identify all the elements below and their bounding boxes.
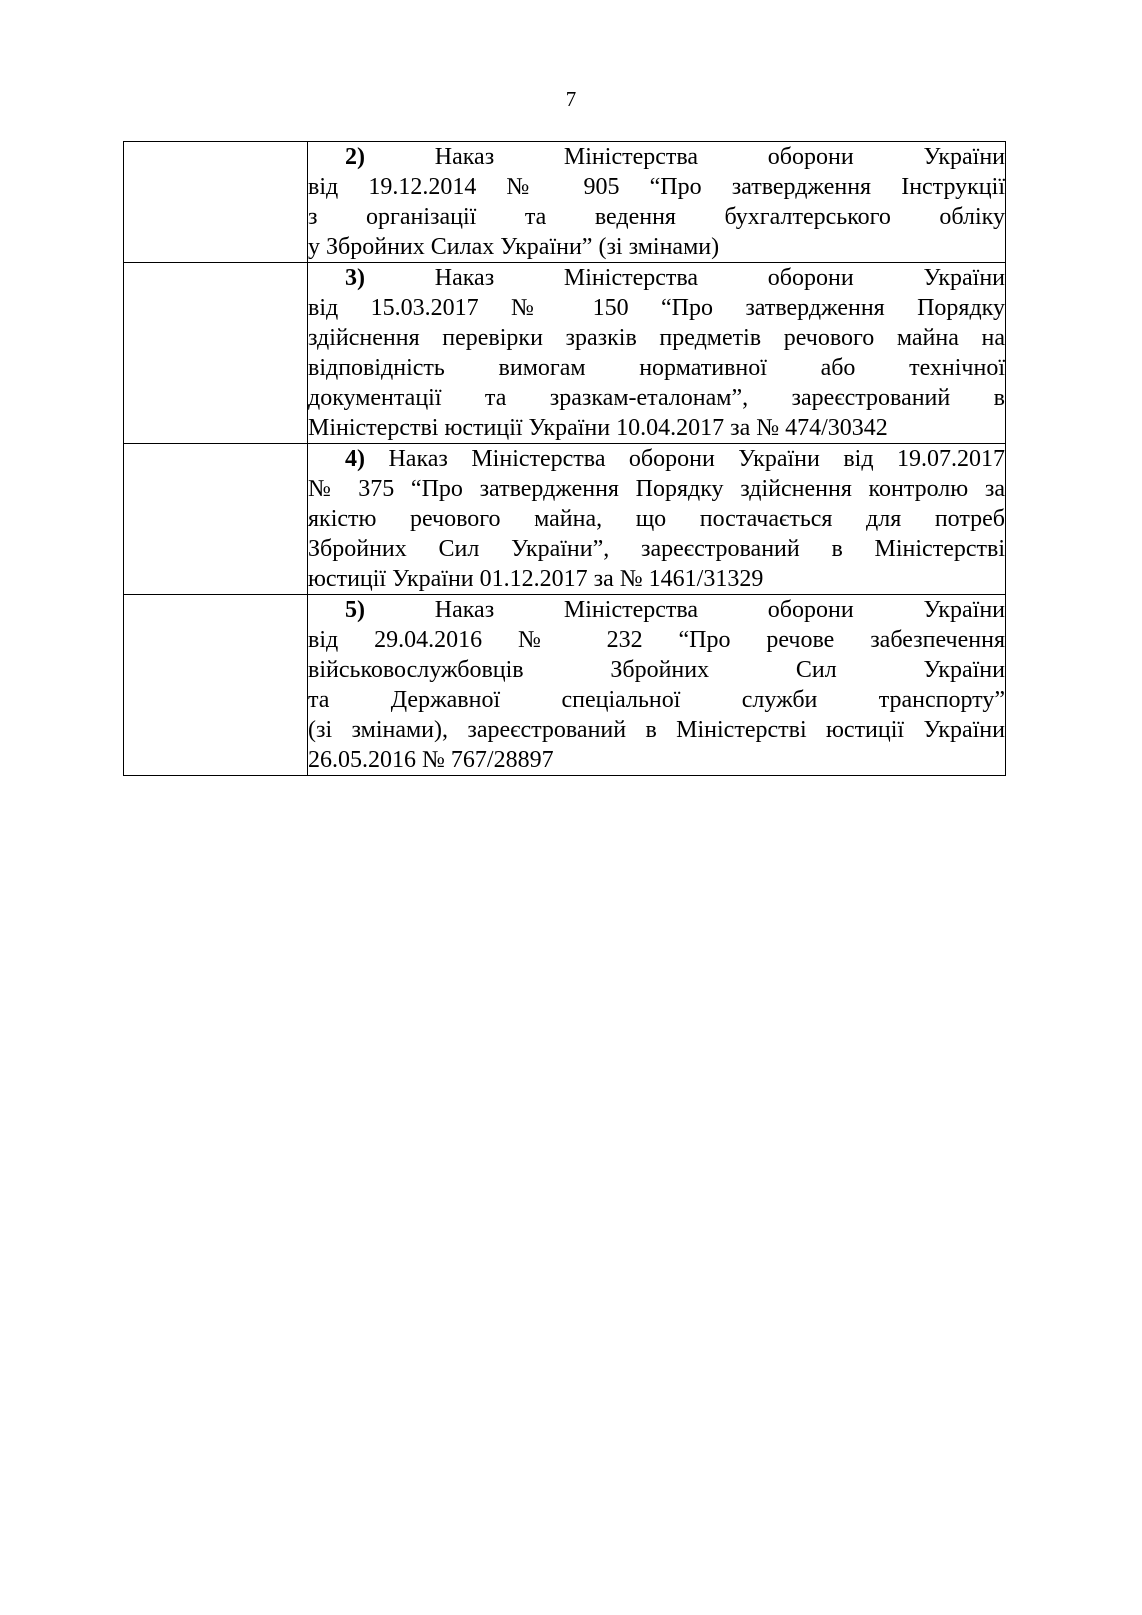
- item-number: 2): [345, 144, 365, 170]
- text-line: № 375 “Про затвердження Порядку здійснення контролю за: [308, 476, 1005, 502]
- line-text: Наказ Міністерства оборони України від 19.07.2017: [365, 446, 1005, 472]
- right-cell: [308, 142, 1006, 263]
- table-row: [124, 142, 1006, 263]
- text-line: від 15.03.2017 № 150 “Про затвердження Порядку: [308, 295, 1005, 321]
- right-cell: [308, 595, 1006, 776]
- line-text: Наказ Міністерства оборони України: [365, 597, 1005, 623]
- right-cell: [308, 263, 1006, 444]
- table-row: [124, 444, 1006, 595]
- item-number: 3): [345, 265, 365, 291]
- text-line: у Збройних Силах України” (зі змінами): [308, 234, 720, 260]
- text-line: та Державної спеціальної служби транспорту”: [308, 687, 1005, 713]
- text-line: військовослужбовців Збройних Сил України: [308, 657, 1005, 683]
- text-line: (зі змінами), зареєстрований в Міністерстві юстиції України: [308, 717, 1005, 743]
- text-line: документації та зразкам-еталонам”, зареєстрований в: [308, 385, 1005, 411]
- left-cell: [124, 444, 308, 595]
- page-number: 7: [565, 87, 577, 111]
- left-cell: [124, 263, 308, 444]
- text-line: [308, 142, 1005, 172]
- table-row: [124, 263, 1006, 444]
- left-cell: [124, 595, 308, 776]
- right-cell: [308, 444, 1006, 595]
- text-line: з організації та ведення бухгалтерського обліку: [308, 204, 1005, 230]
- item-number: 4): [345, 446, 365, 472]
- line-text: Наказ Міністерства оборони України: [365, 265, 1005, 291]
- document-table: [123, 141, 1006, 776]
- text-line: Міністерстві юстиції України 10.04.2017 за № 474/30342: [308, 415, 888, 441]
- line-text: Наказ Міністерства оборони України: [365, 144, 1005, 170]
- text-line: Збройних Сил України”, зареєстрований в Міністерстві: [308, 536, 1005, 562]
- text-line: юстиції України 01.12.2017 за № 1461/31329: [308, 566, 764, 592]
- text-line: здійснення перевірки зразків предметів речового майна на: [308, 325, 1005, 351]
- left-cell: [124, 142, 308, 263]
- text-line: якістю речового майна, що постачається для потреб: [308, 506, 1005, 532]
- text-line: 26.05.2016 № 767/28897: [308, 747, 554, 773]
- text-line: [308, 444, 1005, 474]
- item-number: 5): [345, 597, 365, 623]
- text-line: відповідність вимогам нормативної або технічної: [308, 355, 1005, 381]
- text-line: [308, 263, 1005, 293]
- table-row: [124, 595, 1006, 776]
- text-line: [308, 595, 1005, 625]
- text-line: від 19.12.2014 № 905 “Про затвердження Інструкції: [308, 174, 1005, 200]
- text-line: від 29.04.2016 № 232 “Про речове забезпечення: [308, 627, 1005, 653]
